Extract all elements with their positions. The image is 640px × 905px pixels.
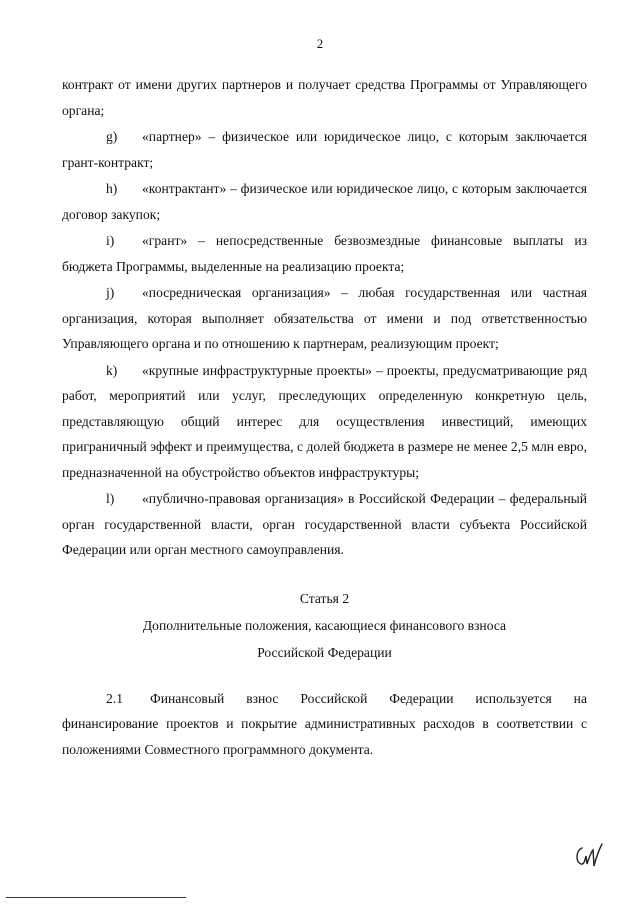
article-number: Статья 2 [299,590,350,606]
definition-label: k) [106,362,118,378]
definition-h [62,176,587,227]
definition-text: «грант» – непосредственные безвозмездные финансовые выплаты из бюджета Программы, выделенные на реализацию проекта; [62,233,587,274]
definition-label: g) [106,129,118,144]
definition-text: «публично-правовая организация» в Российской Федерации – федеральный орган государственной власти, орган государственной власти субъекта Российской Федерации или орган местного самоуправления. [62,491,587,557]
article-heading [62,585,587,666]
definition-g [62,124,587,175]
document-body [62,72,587,762]
definition-text: «посредническая организация» – любая государственная или частная организация, которая выполняет обязательства от имени и под ответственностью Управляющего органа и по отношению к партнерам, реализующим проект; [62,285,587,351]
definition-l [62,486,587,563]
intro-paragraph: контракт от имени других партнеров и получает средства Программы от Управляющего органа; [62,77,587,118]
footer-rule [6,897,186,898]
definition-text: «контрактант» – физическое или юридическое лицо, с которым заключается договор закупок; [62,181,587,222]
article-title-line-1: Дополнительные положения, касающиеся финансового взноса [142,617,507,633]
paragraph-label: 2.1 [106,690,123,706]
definition-label: j) [106,285,115,300]
article-title-line-2: Российской Федерации [257,644,392,660]
definition-k [62,358,587,486]
handwritten-initials [572,840,610,870]
definition-label: h) [106,181,118,196]
definition-label: i) [106,233,115,248]
page-number: 2 [316,36,324,51]
definition-text: «партнер» – физическое или юридическое лицо, с которым заключается грант-контракт; [62,129,587,170]
paragraph-2-1 [62,686,587,763]
definition-label: l) [106,491,115,506]
definition-j [62,280,587,357]
definition-i [62,228,587,279]
definition-text: «крупные инфраструктурные проекты» – проекты, предусматривающие ряд работ, мероприятий или услуг, преследующих определенную конкретную цель, представляющую общий интерес для осуществления инвестиций, имеющих приграничный эффект и преимущества, с долей бюджета в размере не менее 2,5 млн евро, предназначенной на обустройство объектов инфраструктуры; [62,362,587,480]
paragraph-text: Финансовый взнос Российской Федерации используется на финансирование проектов и покрытие административных расходов в соответствии с положениями Совместного программного документа. [62,690,587,757]
